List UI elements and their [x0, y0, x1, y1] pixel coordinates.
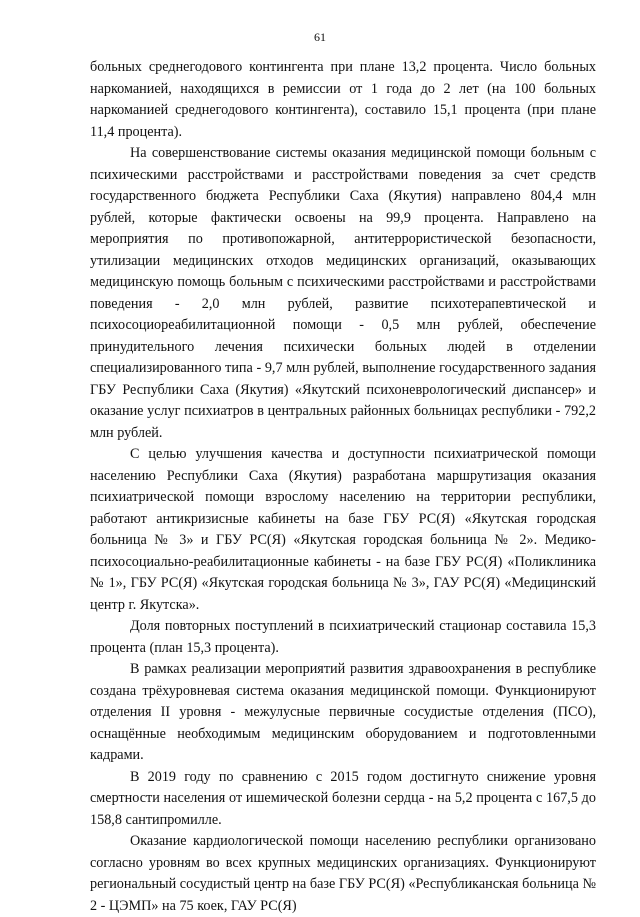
paragraph-continuation: больных среднегодового контингента при плане 13,2 процента. Число больных наркоманией, находящихся в ремиссии от 1 года до 2 лет (на 100 больных наркоманией среднегодового контингента), составило 15,1 процента (при плане 11,4 процента).	[90, 59, 596, 140]
paragraph-readmission-rate: Доля повторных поступлений в психиатрический стационар составила 15,3 процента (план 15,3 процента).	[90, 618, 596, 656]
paragraph-heart-disease-mortality: В 2019 году по сравнению с 2015 годом достигнуто снижение уровня смертности населения от ишемической болезни сердца - на 5,2 процента с 167,5 до 158,8 сантипромилле.	[90, 768, 596, 828]
paragraph-cardiology-care: Оказание кардиологической помощи населению республики организовано согласно уровням во всех крупных медицинских организациях. Функционируют региональный сосудистый центр на базе ГБУ РС(Я) «Республиканская больница № 2 - ЦЭМП» на 75 коек, ГАУ РС(Я)	[90, 833, 596, 914]
document-body	[90, 57, 596, 917]
paragraph-mental-health-funding: На совершенствование системы оказания медицинской помощи больным с психическими расстройствами и расстройствами поведения за счет средств государственного бюджета Республики Саха (Якутия) направлено 804,4 млн рублей, которые фактически освоены на 99,9 процента. Направлено на мероприятия по противопожарной, антитеррористической безопасности, утилизации медицинских отходов медицинских организаций, оказывающих медицинскую помощь больным с психическими расстройствами и расстройствами поведения - 2,0 млн рублей, развитие психотерапевтической и психосоциореабилитационной помощи - 0,5 млн рублей, обеспечение принудительного лечения психически больных людей в отделении специализированного типа - 9,7 млн рублей, выполнение государственного задания ГБУ Республики Саха (Якутия) «Якутский психоневрологический диспансер» и оказание услуг психиатров в центральных районных больницах республики - 792,2 млн рублей.	[90, 145, 596, 441]
paragraph-psychiatric-routing: С целью улучшения качества и доступности психиатрической помощи населению Республики Саха (Якутия) разработана маршрутизация оказания психиатрической помощи взрослому населению на территории республики, работают антикризисные кабинеты на базе ГБУ РС(Я) «Якутская городская больница № 3» и ГБУ РС(Я) «Якутская городская больница № 2». Медико-психосоциально-реабилитационные кабинеты - на базе ГБУ РС(Я) «Поликлиника № 1», ГБУ РС(Я) «Якутская городская больница № 3», ГАУ РС(Я) «Медицинский центр г. Якутска».	[90, 446, 596, 613]
page-number: 61	[314, 30, 326, 44]
paragraph-three-level-system: В рамках реализации мероприятий развития здравоохранения в республике создана трёхуровневая система оказания медицинской помощи. Функционируют отделения II уровня - межулусные первичные сосудистые отделения (ПСО), оснащённые необходимым медицинским оборудованием и подготовленными кадрами.	[90, 661, 596, 763]
